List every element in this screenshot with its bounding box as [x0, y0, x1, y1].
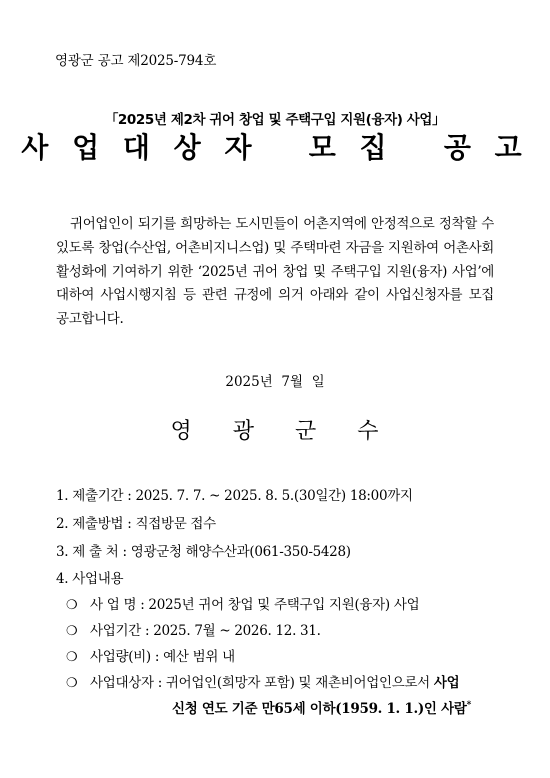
sub-item-text: 사업기간 : 2025. 7월 ~ 2026. 12. 31. [90, 623, 321, 639]
item-text: 제 출 처 : 영광군청 해양수산과(061-350-5428) [72, 544, 351, 560]
body-paragraph: 귀어업인이 되기를 희망하는 도시민들이 어촌지역에 안정적으로 정착할 수 있도록 창업(수산업, 어촌비지니스업) 및 주택마련 자금을 지원하여 어촌사회 활성화에 기여하기 위한 ‘2025년 귀어 창업 및 주택구입 지원(융자) 사업’에 대하여 사업시행지침 등 관련 규정에 의거 아래와 같이 사업신청자를 모집 공고합니다. [56, 216, 494, 328]
circle-bullet-icon: ❍ [66, 598, 78, 613]
continuation-text: 신청 연도 기준 만65세 이하(1959. 1. 1.)인 사람 [172, 701, 467, 717]
item-number: 2. [56, 516, 69, 532]
item-number: 1. [56, 488, 69, 504]
notice-subtitle: 「2025년 제2차 귀어 창업 및 주택구입 지원(융자) 사업」 [104, 112, 446, 128]
sub-list-item [66, 619, 321, 639]
item-number: 4. [56, 571, 69, 587]
issuing-authority: 영 광 군 수 [170, 419, 380, 444]
sub-list-item [66, 645, 235, 665]
notice-title: 사 업 대 상 자 모 집 공 고 [21, 131, 529, 164]
footnote-mark: * [466, 700, 471, 711]
sub-item-bold-tail: 사업 [433, 675, 460, 691]
list-item [56, 484, 413, 504]
circle-bullet-icon: ❍ [66, 650, 78, 665]
list-item [56, 540, 351, 560]
list-item [56, 512, 216, 532]
notice-date: 2025년 7월 일 [225, 374, 325, 390]
sub-item-text: 사업량(비) : 예산 범위 내 [90, 649, 235, 665]
circle-bullet-icon: ❍ [66, 624, 78, 639]
list-item [56, 567, 123, 587]
item-number: 3. [56, 544, 69, 560]
sub-list-item [66, 593, 419, 613]
item-text: 제출기간 : 2025. 7. 7. ~ 2025. 8. 5.(30일간) 18:00까지 [72, 488, 413, 504]
continuation-line [172, 697, 471, 717]
sub-list-item [66, 671, 459, 691]
item-text: 제출방법 : 직접방문 접수 [72, 516, 216, 532]
notice-number: 영광군 공고 제2025-794호 [55, 53, 217, 69]
circle-bullet-icon: ❍ [66, 676, 78, 691]
sub-item-text: 사업대상자 : 귀어업인(희망자 포함) 및 재촌비어업인으로서 [90, 675, 434, 691]
sub-item-text: 사 업 명 : 2025년 귀어 창업 및 주택구입 지원(융자) 사업 [90, 597, 420, 613]
item-text: 사업내용 [72, 571, 124, 587]
